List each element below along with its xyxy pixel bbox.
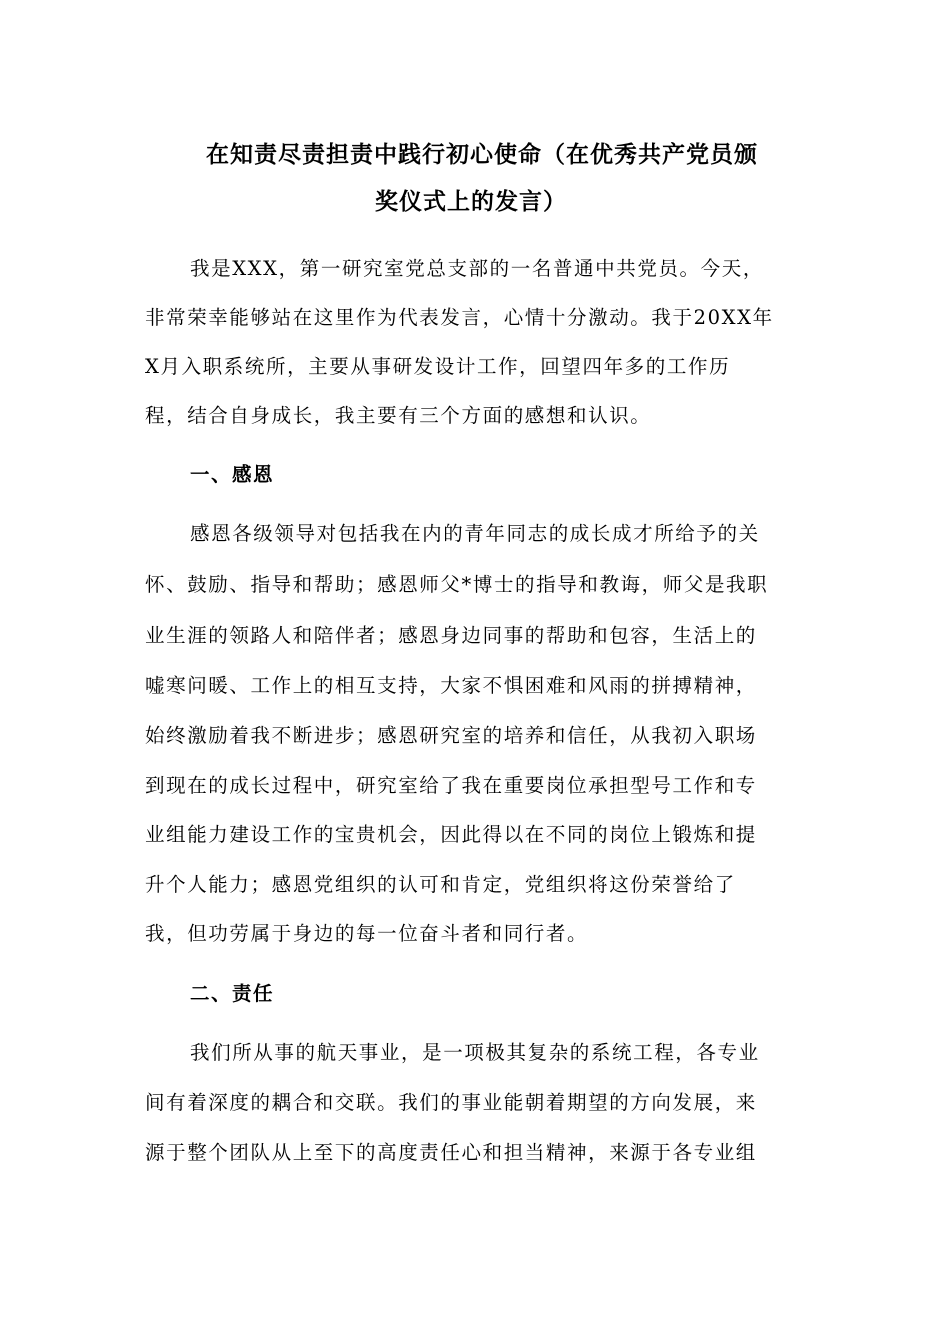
section1-line-9: 我，但功劳属于身边的每一位奋斗者和同行者。 [145,922,589,945]
document-title-line-1: 在知责尽责担责中践行初心使命（在优秀共产党员颁 [206,141,758,168]
section2-line-2: 间有着深度的耦合和交联。我们的事业能朝着期望的方向发展，来 [145,1091,757,1114]
section1-line-8: 升个人能力；感恩党组织的认可和肯定，党组织将这份荣誉给了 [145,873,736,896]
section1-line-7: 业组能力建设工作的宝贵机会，因此得以在不同的岗位上锻炼和提 [145,823,757,846]
section1-line-6: 到现在的成长过程中，研究室给了我在重要岗位承担型号工作和专 [145,774,757,797]
section-heading-gratitude: 一、感恩 [190,463,275,486]
section1-line-1: 感恩各级领导对包括我在内的青年同志的成长成才所给予的关 [190,522,760,545]
section2-line-1: 我们所从事的航天事业，是一项极其复杂的系统工程，各专业 [190,1041,760,1064]
intro-line-4: 程，结合自身成长，我主要有三个方面的感想和认识。 [145,404,652,427]
section1-line-5: 始终激励着我不断进步；感恩研究室的培养和信任，从我初入职场 [145,724,757,747]
section2-line-3: 源于整个团队从上至下的高度责任心和担当精神，来源于各专业组 [145,1141,757,1164]
section-heading-responsibility: 二、责任 [190,982,275,1005]
section1-line-3: 业生涯的领路人和陪伴者；感恩身边同事的帮助和包容，生活上的 [145,624,757,647]
section1-line-4: 嘘寒问暖、工作上的相互支持，大家不惧困难和风雨的拼搏精神， [145,674,757,697]
section1-line-2: 怀、鼓励、指导和帮助；感恩师父*博士的指导和教诲，师父是我职 [145,573,769,596]
document-title-line-2: 奖仪式上的发言） [375,188,567,215]
intro-line-1: 我是XXX，第一研究室党总支部的一名普通中共党员。今天， [190,257,764,280]
intro-line-2: 非常荣幸能够站在这里作为代表发言，心情十分激动。我于20XX年 [145,306,774,329]
intro-line-3: X月入职系统所，主要从事研发设计工作，回望四年多的工作历 [145,355,731,378]
